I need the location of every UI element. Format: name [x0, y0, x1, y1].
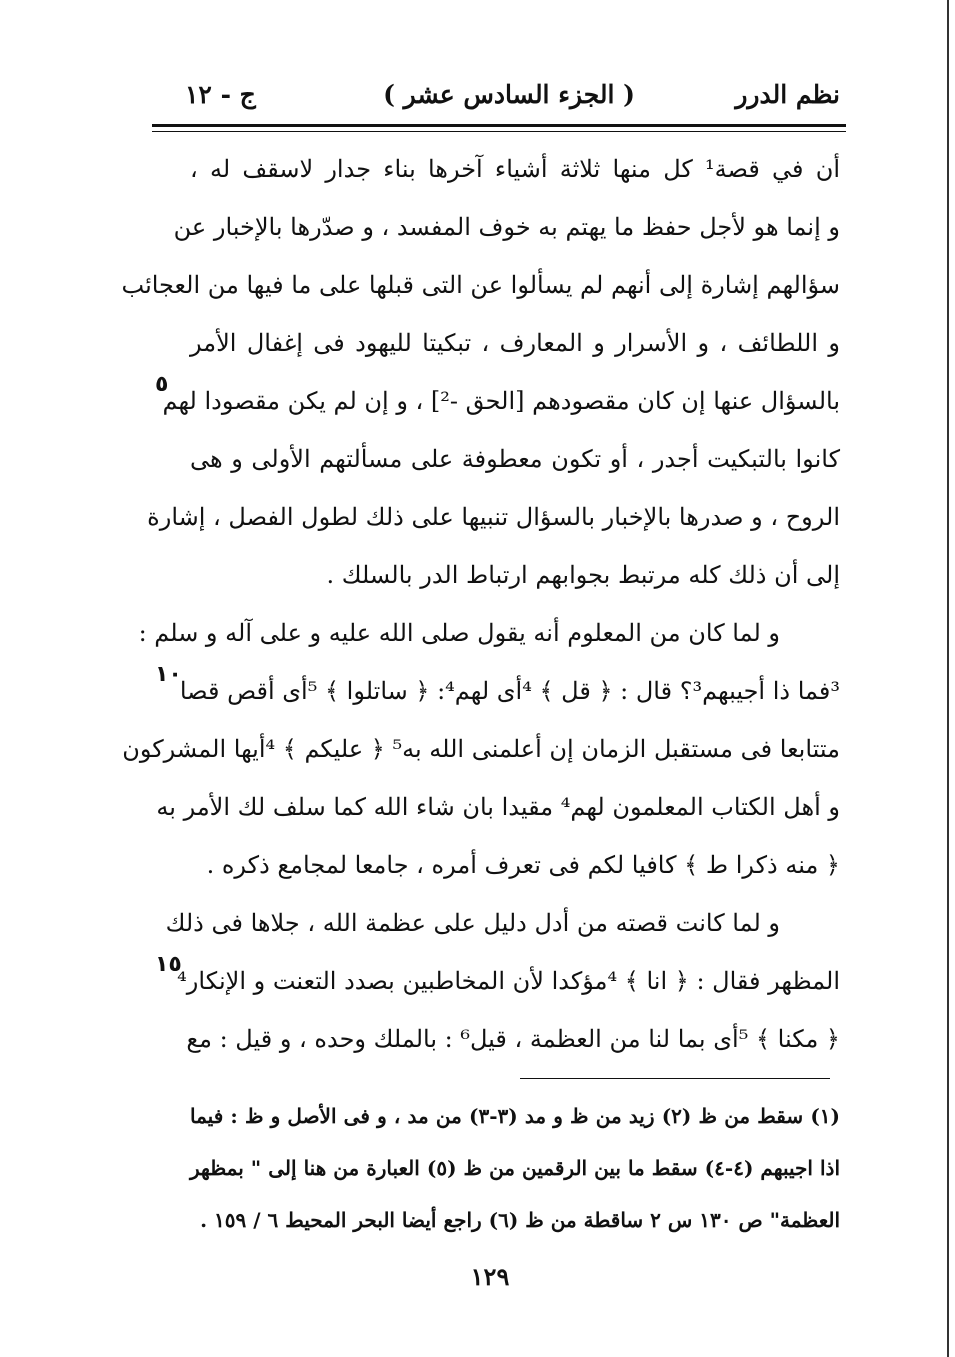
text-line: كانوا بالتبكيت أجدر ، أو تكون معطوفة على مسألتهم الأولى و هى — [190, 445, 840, 473]
text-line: و إنما هو لأجل حفظ ما يهتم به خوف المفسد ، و صدّرها بالإخبار عن — [173, 213, 840, 241]
footnote-line: العظمة" ص ١٣٠ س ٢ ساقطة من ظ (٦) راجع أيضا البحر المحيط ٦ / ١٥٩ . — [200, 1208, 840, 1232]
text-line: ﴿ منه ذكرا ط ﴾ كافيا لكم فى تعرف أمره ، جامعا لمجامع ذكره . — [206, 851, 840, 879]
text-line: الروح ، و صدرها بالإخبار بالسؤال تنبيها على ذلك لطول الفصل ، إشارة — [147, 503, 840, 531]
running-header — [185, 72, 840, 120]
text-line: ³فما ذا أجيبهم³؟ قال : ﴿ قل ﴾ ⁴أى لهم⁴: ﴿ ساتلوا ﴾ ⁵أى أقص قصا — [179, 677, 840, 705]
line-number-15: ١٥ — [155, 952, 182, 977]
line-number-5: ٥ — [155, 372, 169, 397]
text-line: المظهر فقال : ﴿ انا ﴾ ⁴مؤكدا لأن المخاطبين بصدد التعنت و الإنكار⁴ — [177, 967, 840, 995]
footnote-line: اذا اجيبهم (٤-٤) سقط ما بين الرقمين من ظ (٥) العبارة من هنا إلى " بمظهر — [190, 1156, 840, 1180]
page-edge-line — [947, 0, 949, 1357]
header-book-title: نظم الدرر — [735, 80, 840, 109]
text-line: متتابعا فى مستقبل الزمان إن أعلمنى الله به⁵ ﴿ عليكم ﴾ ⁴أيها المشركون — [122, 735, 840, 763]
footnotes — [190, 1090, 840, 1246]
line-number-10: ١٠ — [155, 662, 182, 687]
text-line: و اللطائف ، و الأسرار و المعارف ، تبكيتا لليهود فى إغفال الأمر — [190, 329, 840, 357]
text-line: أن في قصة¹ كل منها ثلاثة أشياء آخرها بناء جدار لاسقف له ، — [190, 155, 840, 183]
text-line: و لما كان من المعلوم أنه يقول صلى الله عليه و على آله و سلم : — [138, 619, 780, 647]
text-line: و لما كانت قصته من أدل دليل على عظمة الله ، جلاها فى ذلك — [165, 909, 780, 937]
text-line: إلى أن ذلك كله مرتبط بجوابهم ارتباط الدر بالسلك . — [326, 561, 840, 589]
text-line: سؤالهم إشارة إلى أنهم لم يسألوا عن التى قبلها على ما فيها من العجائب — [121, 271, 840, 299]
header-rule-thin — [152, 131, 846, 132]
text-line: و أهل الكتاب المعلمون لهم⁴ مقيدا بان شاء الله كما سلف لك الأمر به — [156, 793, 840, 821]
footnote-rule — [520, 1078, 830, 1079]
text-line: بالسؤال عنها إن كان مقصودهم [الحق -²] ، و إن لم يكن مقصودا لهم — [162, 387, 840, 415]
header-part-title: ( الجزء السادس عشر ) — [383, 80, 635, 109]
footnote-line: (١) سقط من ظ (٢) زيد من ظ و مد (٣-٣) من مد ، و فى الأصل و ظ : فيما — [190, 1104, 840, 1128]
header-rule-thick — [152, 124, 846, 127]
text-line: ﴿ مكنا ﴾ ⁵أى بما لنا من العظمة ، قيل⁶ : بالملك وحده ، و قيل : مع — [186, 1025, 840, 1053]
page-number: ١٢٩ — [470, 1262, 510, 1291]
header-volume: ج - ١٢ — [185, 80, 256, 109]
